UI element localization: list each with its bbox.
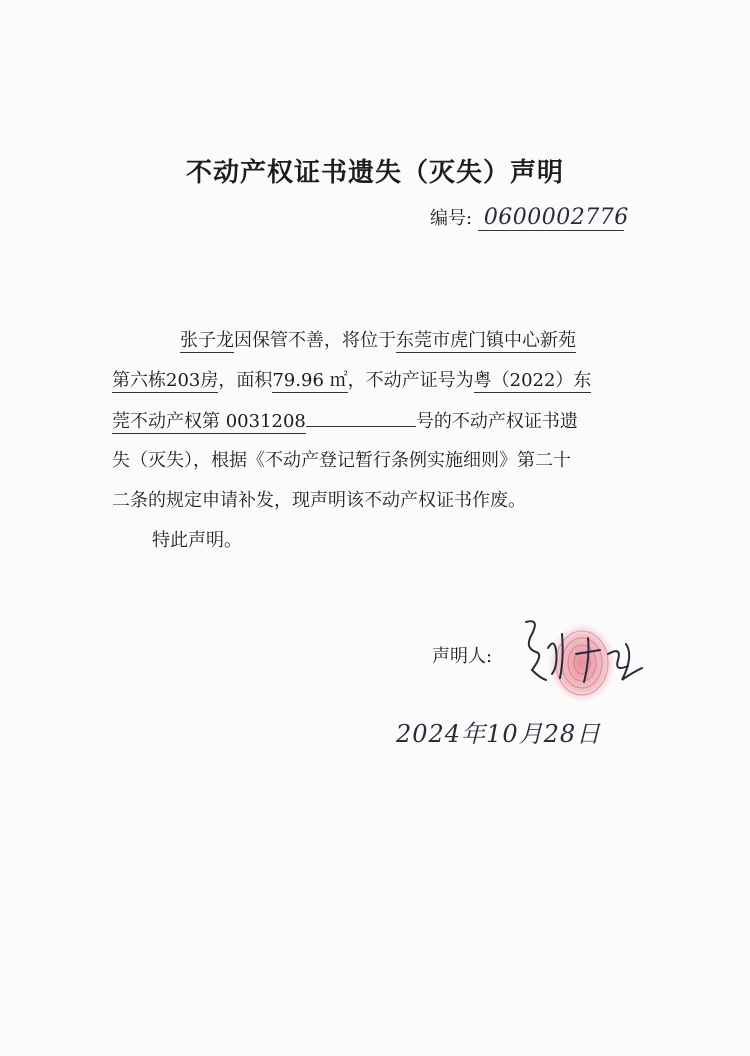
body-text-2: ，面积 bbox=[218, 370, 273, 391]
fingerprint-mark bbox=[548, 623, 616, 703]
body-line-2 bbox=[112, 368, 591, 394]
body-line-1 bbox=[180, 328, 576, 354]
closing-text: 特此声明。 bbox=[152, 530, 242, 551]
declarant-name: 张子龙 bbox=[180, 330, 234, 351]
body-text-4: 号的不动产权证书遗 bbox=[415, 411, 578, 432]
body-text-3: ，不动产证号为 bbox=[347, 370, 474, 391]
signature-name bbox=[660, 608, 661, 609]
document-number-row bbox=[430, 204, 629, 231]
document-title: 不动产权证书遗失（灭失）声明 bbox=[185, 158, 564, 188]
area-value: 79.96 ㎡ bbox=[272, 370, 348, 391]
cert-part-1: 粤（2022）东 bbox=[473, 370, 592, 391]
cert-part-2: 莞不动产权第 0031208 bbox=[112, 411, 306, 432]
signature-graphic bbox=[510, 608, 660, 708]
signature-label: 声明人: bbox=[432, 646, 493, 667]
number-value: 0600002776 bbox=[478, 205, 624, 231]
address-part-2: 第六栋203房 bbox=[112, 370, 219, 391]
body-line-4: 失（灭失），根据《不动产登记暂行条例实施细则》第二十 bbox=[112, 450, 571, 471]
address-part-1: 东莞市虎门镇中心新苑 bbox=[396, 330, 576, 351]
body-line-3 bbox=[112, 406, 578, 435]
body-line-5: 二条的规定申请补发，现声明该不动产权证书作废。 bbox=[112, 490, 526, 511]
number-label: 编号: bbox=[430, 208, 473, 229]
body-text-1: 因保管不善，将位于 bbox=[234, 330, 396, 351]
declaration-date: 2024年10月28日 bbox=[396, 720, 602, 748]
signature-block bbox=[510, 608, 660, 708]
cert-blank bbox=[306, 406, 416, 427]
